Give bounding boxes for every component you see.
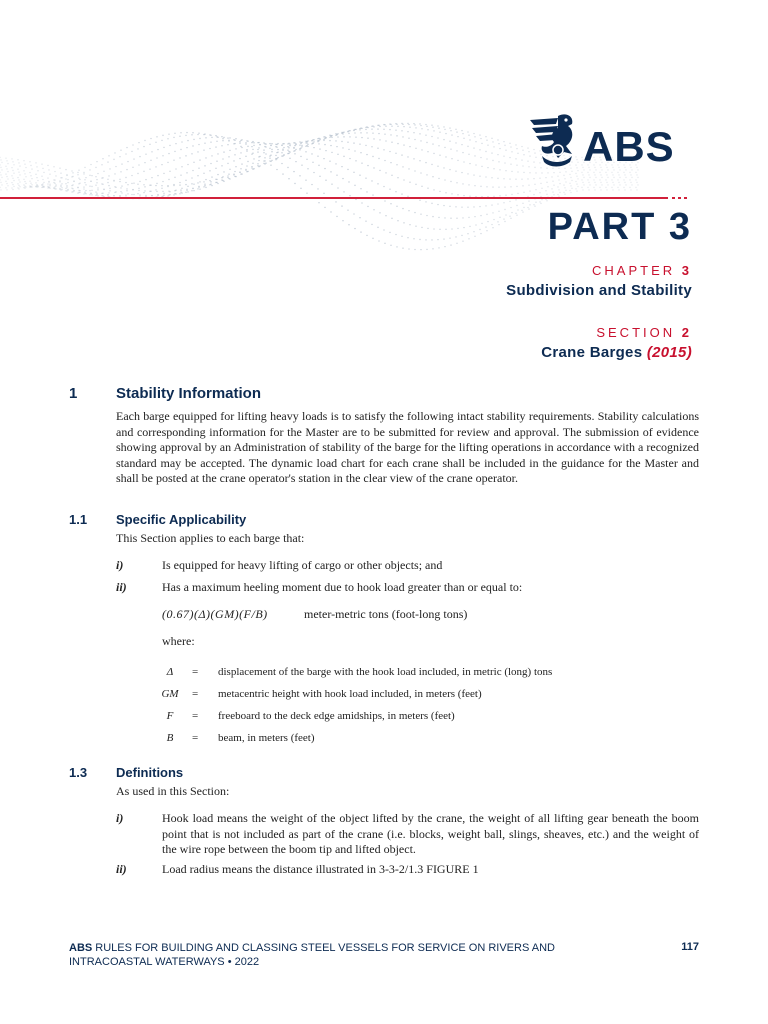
list-item-text: Load radius means the distance illustrated in 3-3-2/1.3 FIGURE 1 xyxy=(162,862,479,876)
definition-text: beam, in meters (feet) xyxy=(218,732,315,744)
definition-equals: = xyxy=(192,688,199,700)
part-title: PART 3 xyxy=(547,206,692,248)
eagle-icon xyxy=(528,112,588,174)
definition-equals: = xyxy=(192,710,199,722)
chapter-line xyxy=(592,263,692,278)
section-year: (2015) xyxy=(646,344,692,361)
heading-1-number: 1 xyxy=(69,385,78,402)
section-title xyxy=(541,344,692,361)
page-number: 117 xyxy=(681,941,699,953)
formula-units: meter-metric tons (foot-long tons) xyxy=(304,607,468,621)
heading-1-1-title: Specific Applicability xyxy=(116,512,247,527)
footer-text-line2: INTRACOASTAL WATERWAYS • 2022 xyxy=(69,956,260,968)
abs-logo xyxy=(528,112,693,174)
stability-paragraph: Each barge equipped for lifting heavy loads is to satisfy the following intact stability requirements. Stability calculations and corresponding information for the Master are to be submitted for review and approval. The submission of evidence showing approval by an Administration of stability of the barge for the lifting operations in accordance with a recognized standard may be accepted. The dynamic load chart for each crane shall be included in the guidance for the Master and shall be posted at the crane operator's station in the clear view of the crane operator. xyxy=(116,409,699,485)
definition-symbol: Δ xyxy=(166,666,174,678)
applicability-intro: This Section applies to each barge that: xyxy=(116,531,305,545)
section-number: 2 xyxy=(681,325,692,340)
header-red-rule xyxy=(0,197,668,199)
header-rule-dashes xyxy=(672,197,690,199)
heeling-formula: (0.67)(Δ)(GM)(F/B) xyxy=(162,607,268,621)
chapter-label: CHAPTER xyxy=(592,263,676,278)
section-line xyxy=(596,325,692,340)
heading-1-title: Stability Information xyxy=(116,385,262,402)
list-item-text: Is equipped for heavy lifting of cargo or other objects; and xyxy=(162,558,443,572)
chapter-title: Subdivision and Stability xyxy=(506,282,692,299)
definition-text: metacentric height with hook load included, in meters (feet) xyxy=(218,688,482,700)
list-marker: i) xyxy=(116,558,124,572)
section-label: SECTION xyxy=(596,325,676,340)
definition-equals: = xyxy=(192,666,199,678)
list-item-text: Hook load means the weight of the object lifted by the crane, the weight of all lifting gear beneath the boom point that is not included as part of the crane (i.e. blocks, weight ball, slings, sheaves, etc.) and the weight of the wire rope between the boom tip and lifted object. xyxy=(162,811,699,856)
list-item-text: Has a maximum heeling moment due to hook load greater than or equal to: xyxy=(162,580,523,594)
section-title-text: Crane Barges xyxy=(541,344,643,361)
definition-equals: = xyxy=(192,732,199,744)
heading-1-3-title: Definitions xyxy=(116,765,184,780)
list-marker: ii) xyxy=(116,862,127,876)
list-marker: ii) xyxy=(116,580,127,594)
page-footer xyxy=(69,941,699,969)
footer-text-line1: RULES FOR BUILDING AND CLASSING STEEL VESSELS FOR SERVICE ON RIVERS AND xyxy=(95,942,555,954)
footer-brand: ABS xyxy=(69,942,93,954)
list-marker: i) xyxy=(116,811,124,825)
definition-symbol: B xyxy=(166,732,174,744)
definition-text: freeboard to the deck edge amidships, in meters (feet) xyxy=(218,710,455,722)
chapter-number: 3 xyxy=(681,263,692,278)
where-label: where: xyxy=(162,634,195,648)
heading-1-3-number: 1.3 xyxy=(69,765,88,780)
heading-1-1-number: 1.1 xyxy=(69,512,88,527)
logo-wordmark: ABS xyxy=(583,123,675,170)
definition-text: displacement of the barge with the hook load included, in metric (long) tons xyxy=(218,666,553,678)
definition-symbol: F xyxy=(166,710,174,722)
definitions-intro: As used in this Section: xyxy=(116,784,230,798)
definition-symbol: GM xyxy=(161,688,179,700)
